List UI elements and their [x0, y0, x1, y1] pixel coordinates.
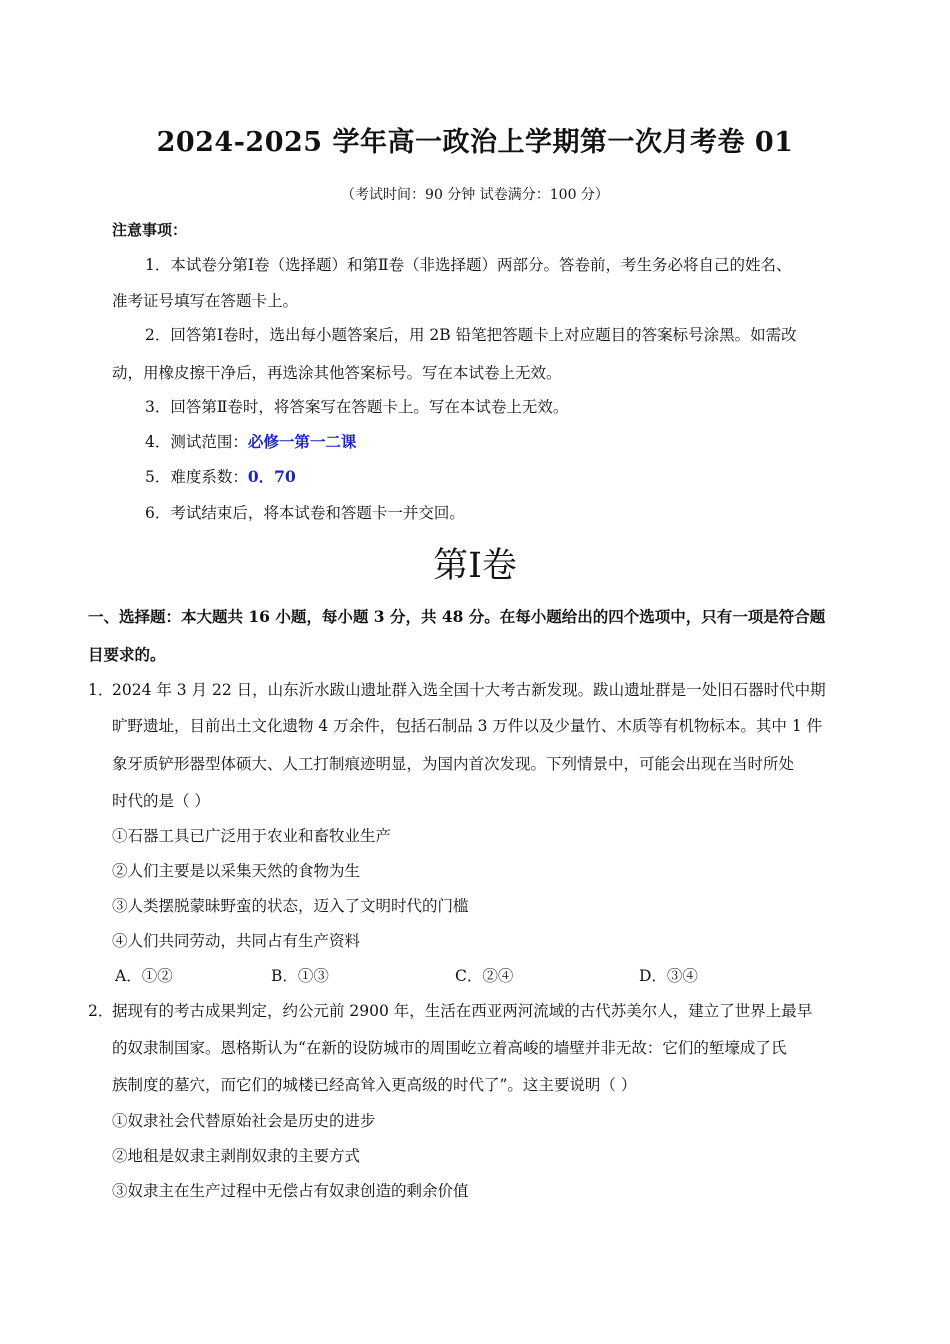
- notice-item-5: [145, 467, 296, 487]
- exam-title: 2024-2025 学年高一政治上学期第一次月考卷 01: [156, 127, 794, 158]
- section-instruction-line-1: 一、选择题：本大题共 16 小题，每小题 3 分，共 48 分。在每小题给出的四个选项中，只有一项是符合题: [88, 607, 826, 626]
- question-2-line-2: 的奴隶制国家。恩格斯认为“在新的设防城市的周围屹立着高峻的墙壁并非无故：它们的堑壕成了氏: [112, 1039, 787, 1057]
- question-1-line-1: 2024 年 3 月 22 日，山东沂水跋山遗址群入选全国十大考古新发现。跋山遗址群是一处旧石器时代中期: [112, 681, 826, 699]
- question-1-statement-1: ①石器工具已广泛用于农业和畜牧业生产: [112, 827, 392, 845]
- notice-heading: 注意事项：: [112, 221, 188, 239]
- notice-item-2-line-1: 2．回答第Ⅰ卷时，选出每小题答案后，用 2B 铅笔把答题卡上对应题目的答案标号涂黑。如需改: [145, 326, 797, 344]
- question-1-line-3: 象牙质铲形器型体硕大、人工打制痕迹明显，为国内首次发现。下列情景中，可能会出现在当时所处: [112, 755, 795, 773]
- question-1-option-c[interactable]: C．②④: [455, 967, 514, 985]
- question-1-statement-2: ②人们主要是以采集天然的食物为生: [112, 862, 361, 880]
- question-1-number: 1．: [88, 681, 114, 699]
- notice-item-1-line-1: 1．本试卷分第Ⅰ卷（选择题）和第Ⅱ卷（非选择题）两部分。答卷前，考生务必将自己的姓名、: [145, 256, 792, 274]
- exam-subtitle: （考试时间：90 分钟 试卷满分：100 分）: [341, 187, 609, 203]
- question-1-statement-3: ③人类摆脱蒙昧野蛮的状态，迈入了文明时代的门槛: [112, 897, 469, 915]
- question-1-option-a[interactable]: A．①②: [115, 967, 173, 985]
- question-2-statement-1: ①奴隶社会代替原始社会是历史的进步: [112, 1112, 376, 1130]
- notice-item-4: [145, 432, 356, 452]
- difficulty-value: 0．70: [247, 467, 296, 486]
- question-1-line-4: 时代的是（ ）: [112, 792, 210, 810]
- question-2-statement-3: ③奴隶主在生产过程中无偿占有奴隶创造的剩余价值: [112, 1182, 469, 1200]
- section-title: 第Ⅰ卷: [433, 546, 517, 586]
- question-1-statement-4: ④人们共同劳动，共同占有生产资料: [112, 932, 361, 950]
- notice-item-3: 3．回答第Ⅱ卷时，将答案写在答题卡上。写在本试卷上无效。: [145, 398, 569, 416]
- question-1-option-d[interactable]: D．③④: [639, 967, 698, 985]
- question-1-line-2: 旷野遗址，目前出土文化遗物 4 万余件，包括石制品 3 万件以及少量竹、木质等有机物标本。其中 1 件: [112, 717, 823, 735]
- test-scope-value: 必修一第一二课: [247, 432, 357, 451]
- notice-item-1-line-2: 准考证号填写在答题卡上。: [112, 292, 299, 310]
- question-2-number: 2．: [88, 1002, 114, 1020]
- question-2-line-3: 族制度的墓穴，而它们的城楼已经高耸入更高级的时代了”。这主要说明（ ）: [112, 1076, 637, 1094]
- section-instruction-line-2: 目要求的。: [88, 645, 166, 664]
- notice-item-5-label: 5．难度系数：: [145, 468, 248, 486]
- notice-item-4-label: 4．测试范围：: [145, 433, 248, 451]
- question-1-option-b[interactable]: B．①③: [271, 967, 329, 985]
- notice-item-2-line-2: 动，用橡皮擦干净后，再选涂其他答案标号。写在本试卷上无效。: [112, 364, 562, 382]
- question-2-statement-2: ②地租是奴隶主剥削奴隶的主要方式: [112, 1147, 361, 1165]
- question-2-line-1: 据现有的考古成果判定，约公元前 2900 年，生活在西亚两河流域的古代苏美尔人，建立了世界上最早: [112, 1002, 813, 1020]
- notice-item-6: 6．考试结束后，将本试卷和答题卡一并交回。: [145, 504, 465, 522]
